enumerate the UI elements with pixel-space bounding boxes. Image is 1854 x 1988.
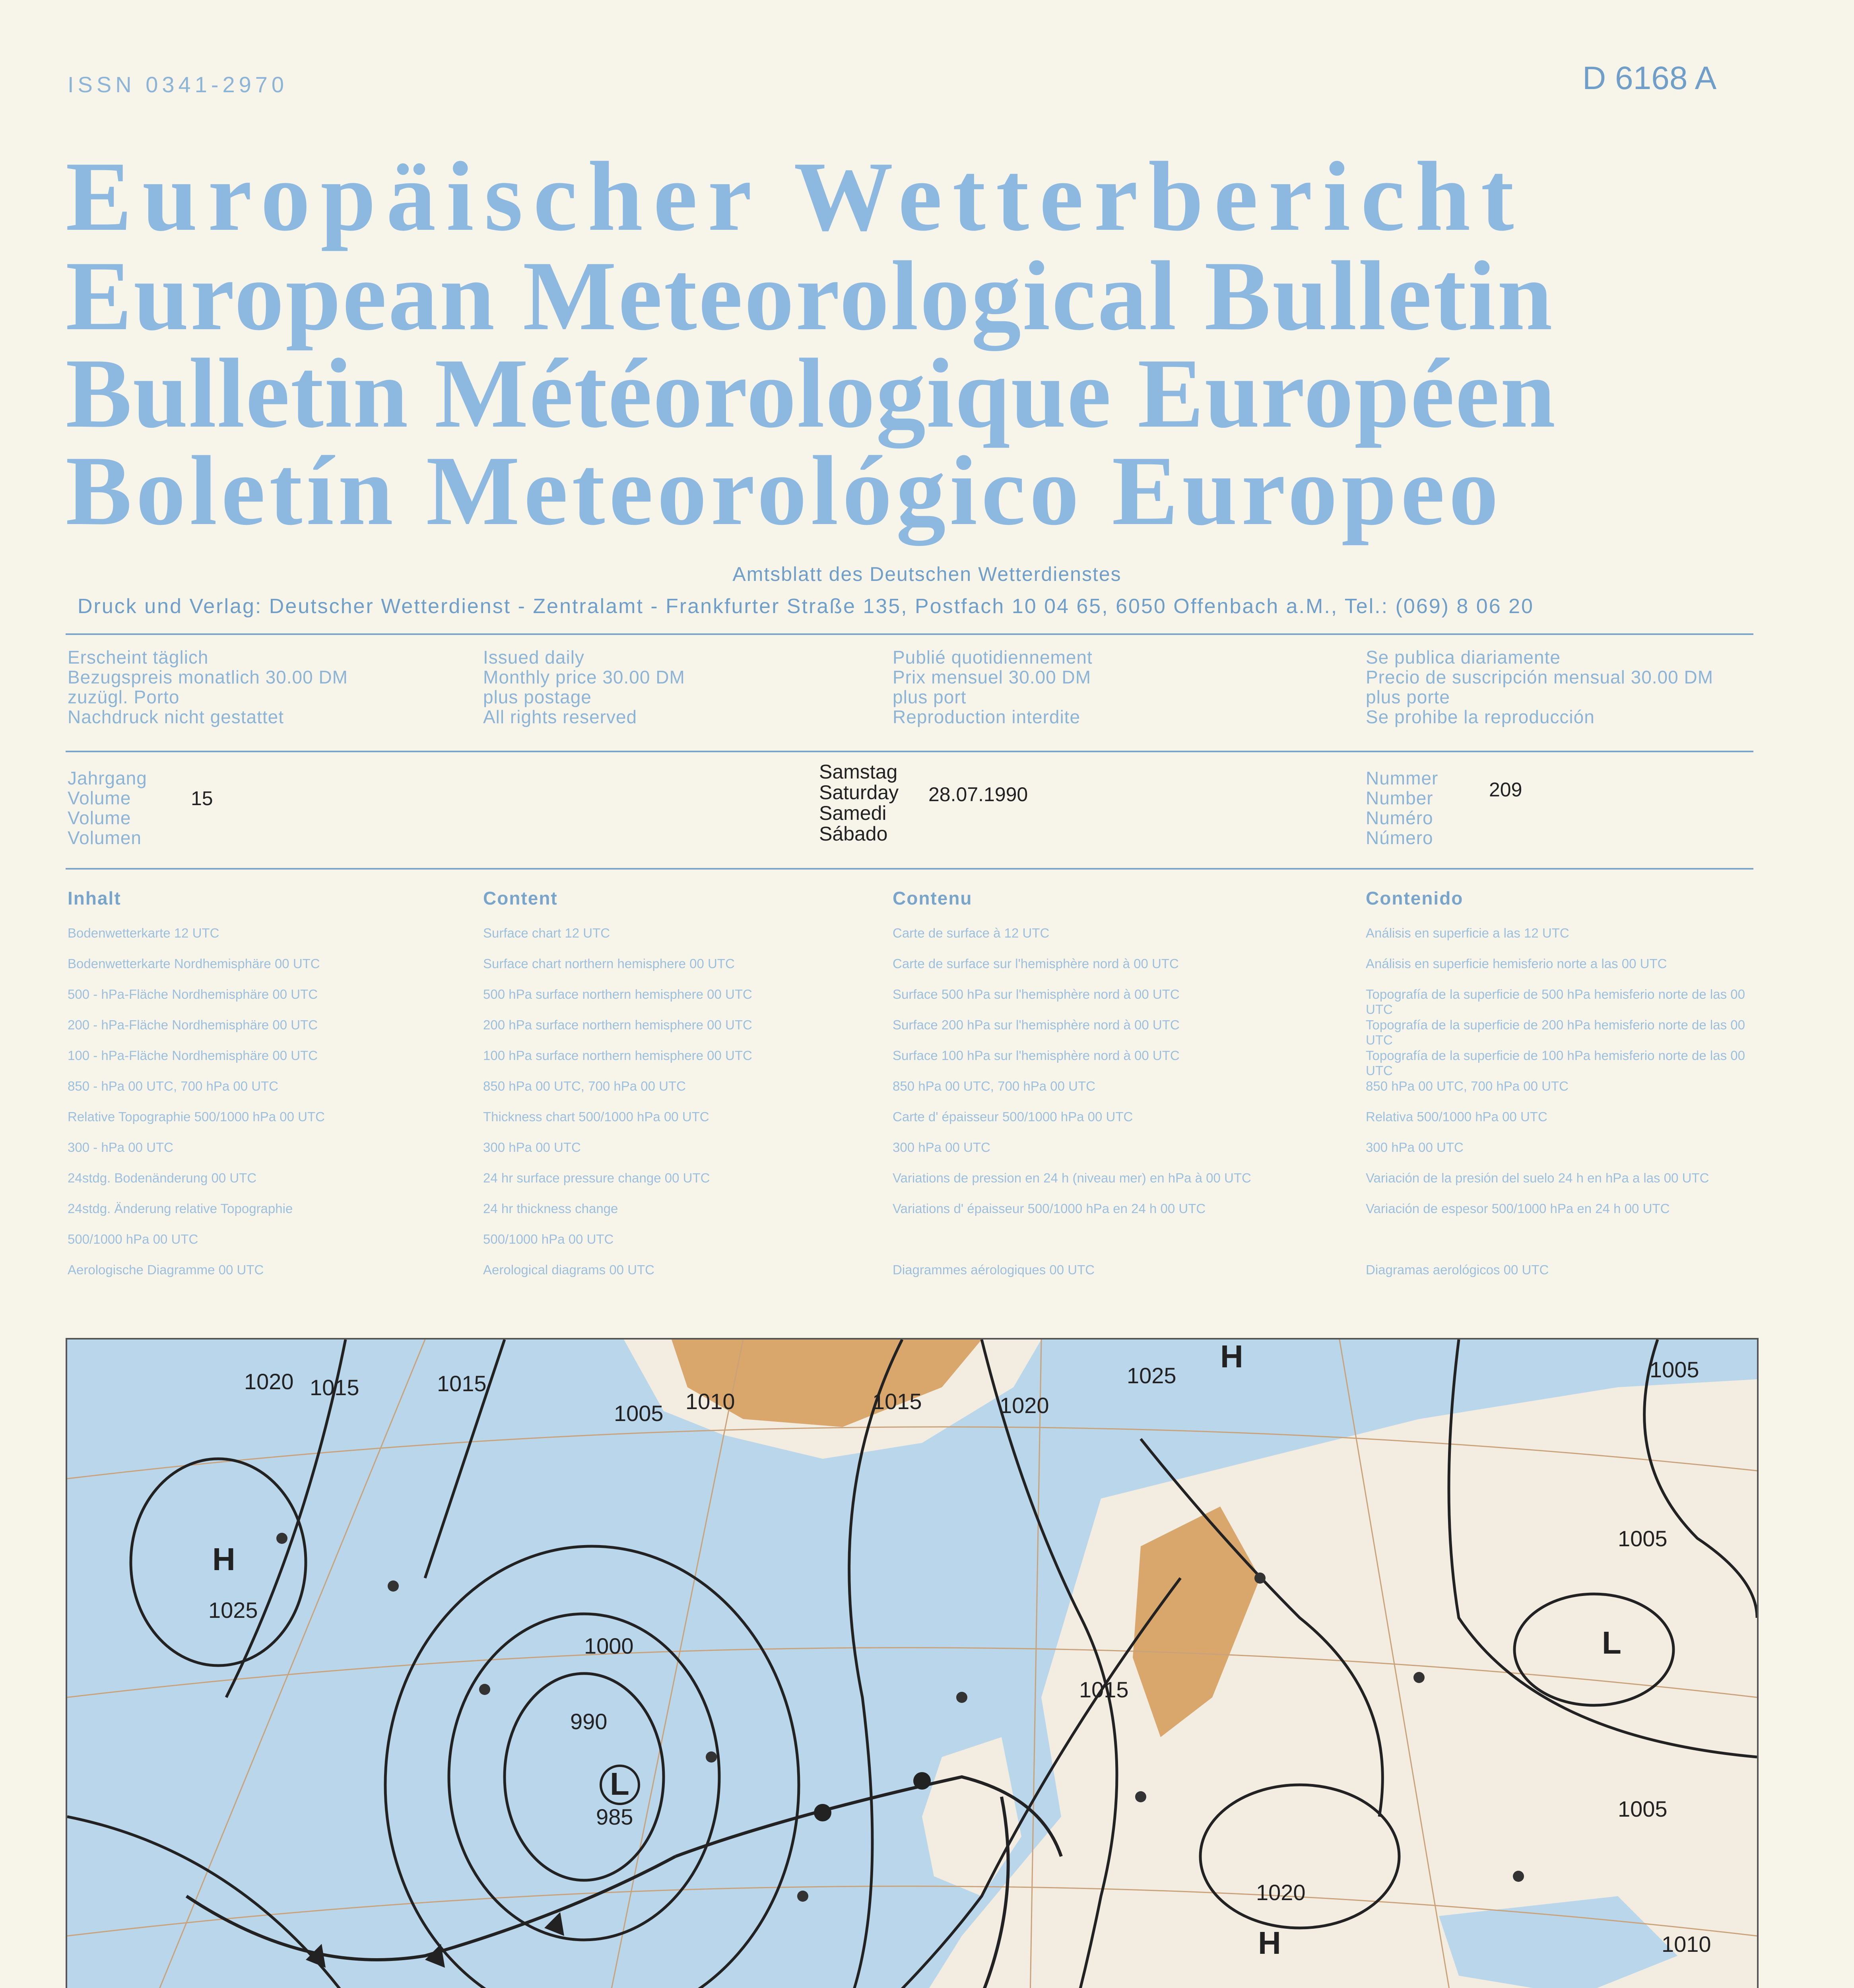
contents-item: Bodenwetterkarte 12 UTC [68,926,219,940]
contents-item: 100 hPa surface northern hemisphere 00 UTC [483,1048,752,1063]
contents-item: 24stdg. Änderung relative Topographie [68,1201,293,1216]
contents-item: Diagramas aerológicos 00 UTC [1366,1262,1549,1277]
isobar-label: 1005 [1650,1357,1699,1382]
contents-item: 24 hr thickness change [483,1201,618,1216]
contents-list-en [483,926,881,1293]
contents-item: 24stdg. Bodenänderung 00 UTC [68,1171,257,1185]
high-center: H [212,1541,235,1577]
subscription-line: plus postage [483,687,592,707]
issn: ISSN 0341-2970 [68,72,288,97]
subscription-line: plus port [893,687,967,707]
contents-item: Aerological diagrams 00 UTC [483,1262,655,1277]
high-center: H [1220,1340,1243,1374]
subscription-line: Issued daily [483,647,584,668]
isobar-line [385,1546,799,1988]
contents-item: Relative Topographie 500/1000 hPa 00 UTC [68,1109,325,1124]
number-label: Nummer [1366,768,1439,788]
isobar-label: 1025 [1127,1363,1176,1388]
subscription-fr [893,647,1093,727]
contents-item: 500/1000 hPa 00 UTC [483,1232,614,1246]
weather-map-drawing [67,1340,1757,1988]
contents-item: Surface chart 12 UTC [483,926,610,940]
volume-label: Volume [68,788,131,808]
subscription-es [1366,647,1713,727]
station-marker [1513,1871,1524,1882]
contents-item: 24 hr surface pressure change 00 UTC [483,1171,710,1185]
isobar-label: 1020 [1256,1880,1306,1905]
contents-item [893,1232,1350,1262]
subscription-line: Se publica diariamente [1366,647,1561,668]
contents-item: 500 hPa surface northern hemisphere 00 UTC [483,987,752,1002]
isobar-label: 990 [570,1709,608,1734]
contents-item: 100 - hPa-Fläche Nordhemisphäre 00 UTC [68,1048,318,1063]
contents-item: Surface chart northern hemisphere 00 UTC [483,956,735,971]
title-english: European Meteorological Bulletin [66,241,1554,351]
number-label: Number [1366,788,1433,808]
contents-item: Surface 100 hPa sur l'hemisphère nord à 00 UTC [893,1048,1180,1063]
station-marker [388,1580,399,1592]
publisher-line: Druck und Verlag: Deutscher Wetterdienst - Zentralamt - Frankfurter Straße 135, Postfach 10 04 65, 6050 Offenbach a.M., Tel.: (069) 8 06 20 [78,595,1534,618]
low-center: L [610,1766,629,1802]
high-center: H [1258,1925,1281,1961]
isobar-label: 1005 [614,1401,664,1426]
contents-item: Bodenwetterkarte Nordhemisphäre 00 UTC [68,956,320,971]
isobar-label: 1005 [1618,1526,1668,1551]
number-labels [1366,768,1438,848]
issue-date: 28.07.1990 [928,783,1028,806]
contents-item: Surface 500 hPa sur l'hemisphère nord à 00 UTC [893,987,1180,1002]
subscription-line: All rights reserved [483,707,637,727]
subscription-line: Nachdruck nicht gestattet [68,707,284,727]
publication-code: D 6168 A [1582,60,1717,96]
volume-label: Volume [68,808,131,828]
station-marker [1254,1573,1266,1584]
subscription-line: zuzügl. Porto [68,687,180,707]
contents-item: Variations de pression en 24 h (niveau mer) en hPa à 00 UTC [893,1171,1251,1185]
subtitle: Amtsblatt des Deutschen Wetterdienstes [732,563,1122,585]
subscription-de [68,647,348,727]
contents-item: 200 hPa surface northern hemisphere 00 UTC [483,1017,752,1032]
contents-item: 300 hPa 00 UTC [483,1140,581,1155]
isobar-label: 1005 [1618,1796,1668,1821]
volume-label: Jahrgang [68,768,147,788]
contents-item: Relativa 500/1000 hPa 00 UTC [1366,1109,1547,1124]
subscription-line: Erscheint täglich [68,647,209,668]
station-marker [706,1751,717,1763]
subscription-line: Prix mensuel 30.00 DM [893,667,1091,687]
surface-weather-map [66,1338,1759,1988]
contents-item: Variación de la presión del suelo 24 h en hPa a las 00 UTC [1366,1171,1709,1185]
contents-item: Carte de surface à 12 UTC [893,926,1050,940]
contents-item: 850 hPa 00 UTC, 700 hPa 00 UTC [893,1079,1095,1093]
contents-item: 850 hPa 00 UTC, 700 hPa 00 UTC [1366,1079,1569,1093]
isobar-label: 1015 [872,1389,922,1414]
contents-heading-en: Content [483,888,558,909]
day-name: Sábado [819,823,888,845]
front-triangle [306,1944,326,1968]
isobar-line [505,1673,664,1880]
contents-heading-de: Inhalt [68,888,121,909]
divider [66,868,1753,870]
subscription-line: Precio de suscripción mensual 30.00 DM [1366,667,1714,687]
contents-item [1366,1232,1755,1262]
contents-item: Variación de espesor 500/1000 hPa en 24 h 00 UTC [1366,1201,1670,1216]
isobar-label: 1020 [1000,1393,1049,1418]
contents-item: Aerologische Diagramme 00 UTC [68,1262,264,1277]
contents-item: 200 - hPa-Fläche Nordhemisphäre 00 UTC [68,1017,318,1032]
graticule-line [505,1340,743,1988]
contents-item: 500/1000 hPa 00 UTC [68,1232,198,1246]
title-spanish: Boletín Meteorológico Europeo [66,436,1503,546]
isobar-label: 1000 [584,1633,634,1658]
isobar-label: 1015 [310,1375,359,1400]
volume-labels [68,768,147,848]
day-names [819,761,899,844]
subscription-line: Reproduction interdite [893,707,1081,727]
title-german: Europäischer Wetterbericht [66,142,1524,252]
contents-item: Thickness chart 500/1000 hPa 00 UTC [483,1109,709,1124]
isobar-label: 985 [596,1804,633,1829]
contents-item: 300 - hPa 00 UTC [68,1140,173,1155]
station-marker [1413,1672,1425,1683]
isobar-label: 1010 [685,1389,735,1414]
contents-item: 850 - hPa 00 UTC, 700 hPa 00 UTC [68,1079,279,1093]
number-label: Número [1366,827,1433,848]
isobar-label: 1025 [208,1598,258,1623]
station-marker [956,1692,967,1703]
graticule-line [67,1340,425,1988]
contents-item: 500 - hPa-Fläche Nordhemisphäre 00 UTC [68,987,318,1002]
title-french: Bulletin Météorologique Européen [66,338,1557,448]
station-marker [1135,1791,1146,1802]
subscription-en [483,647,685,727]
subscription-line: Bezugspreis monatlich 30.00 DM [68,667,348,687]
contents-heading-es: Contenido [1366,888,1464,909]
contents-item: 300 hPa 00 UTC [1366,1140,1464,1155]
issue-number: 209 [1489,779,1522,801]
contents-list-es [1366,926,1755,1293]
contents-item: 850 hPa 00 UTC, 700 hPa 00 UTC [483,1079,686,1093]
front-semicircle [814,1804,831,1821]
contents-item: Carte d' épaisseur 500/1000 hPa 00 UTC [893,1109,1133,1124]
contents-item: Topografía de la superficie de 100 hPa hemisferio norte de las 00 UTC [1366,1048,1745,1078]
volume-value: 15 [191,787,213,810]
isobar-label: 1010 [1662,1932,1711,1957]
subscription-line: Se prohibe la reproducción [1366,707,1595,727]
day-name: Samstag [819,761,898,783]
isobar-label: 1015 [437,1371,487,1396]
contents-item: Topografía de la superficie de 200 hPa hemisferio norte de las 00 UTC [1366,1017,1745,1047]
contents-item: Análisis en superficie hemisferio norte a las 00 UTC [1366,956,1667,971]
day-name: Samedi [819,802,887,824]
volume-label: Volumen [68,827,142,848]
front-semicircle [913,1772,931,1790]
contents-heading-fr: Contenu [893,888,973,909]
subscription-line: plus porte [1366,687,1450,707]
divider [66,633,1753,635]
contents-list-de [68,926,465,1293]
contents-item: Análisis en superficie a las 12 UTC [1366,926,1569,940]
contents-list-fr [893,926,1350,1293]
low-center: L [1602,1625,1621,1660]
station-marker [479,1684,490,1695]
contents-item: Variations d' épaisseur 500/1000 hPa en 24 h 00 UTC [893,1201,1206,1216]
isobar-label: 1020 [244,1369,294,1394]
isobar-label: 1015 [1079,1677,1129,1702]
contents-item: 300 hPa 00 UTC [893,1140,990,1155]
number-label: Numéro [1366,808,1433,828]
contents-item: Surface 200 hPa sur l'hemisphère nord à 00 UTC [893,1017,1180,1032]
contents-item: Diagrammes aérologiques 00 UTC [893,1262,1095,1277]
subscription-line: Publié quotidiennement [893,647,1093,668]
isobar-line [449,1614,719,1940]
contents-item: Carte de surface sur l'hemisphère nord à 00 UTC [893,956,1179,971]
contents-item: Topografía de la superficie de 500 hPa hemisferio norte de las 00 UTC [1366,987,1745,1017]
day-name: Saturday [819,781,899,804]
divider [66,751,1753,752]
station-marker [276,1533,287,1544]
subscription-line: Monthly price 30.00 DM [483,667,685,687]
station-marker [797,1891,808,1902]
